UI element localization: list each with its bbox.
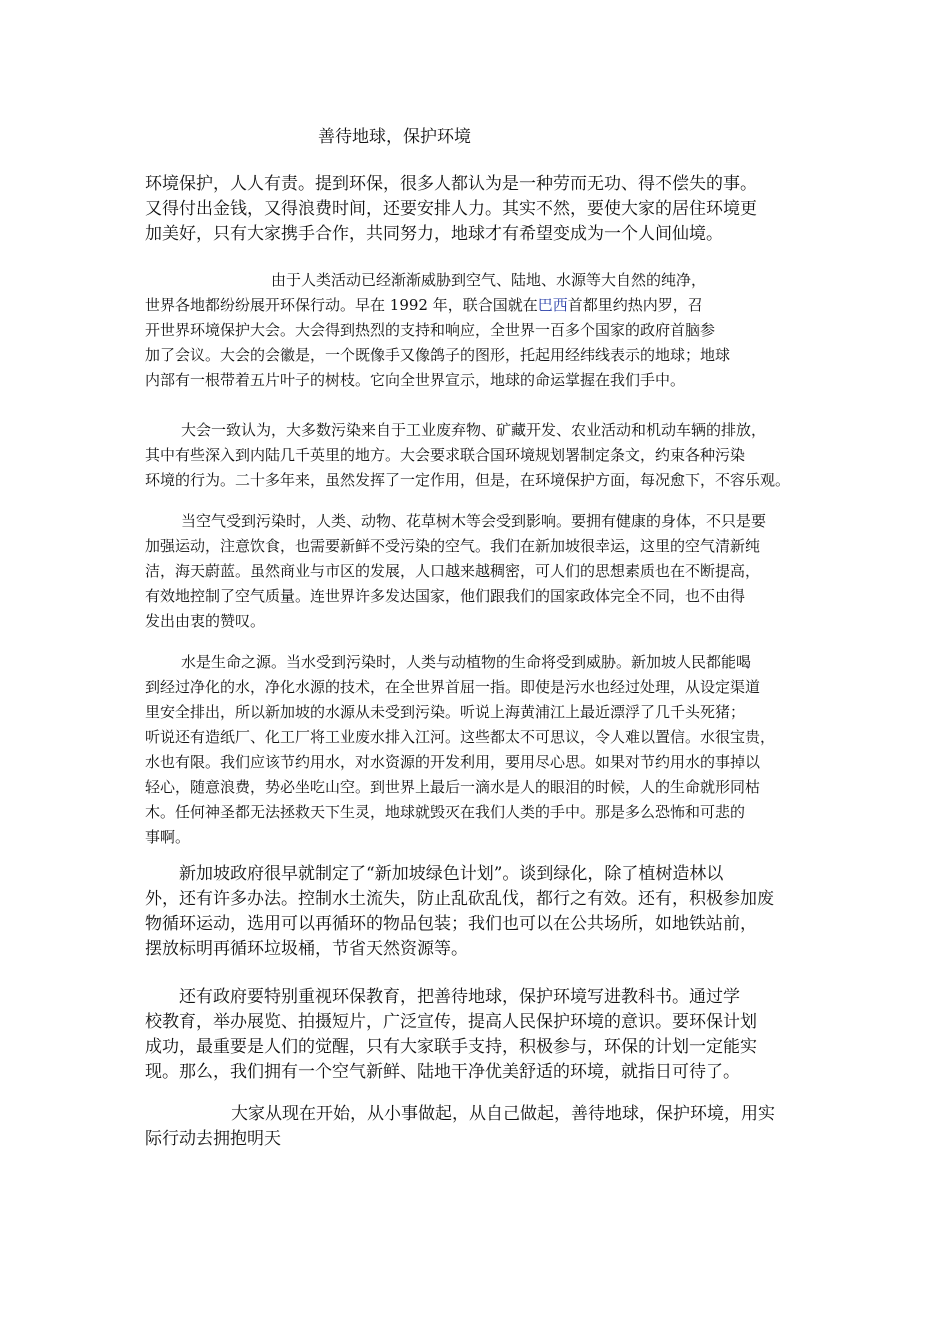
text-line [145, 293, 813, 318]
paragraph-pollution-sources [145, 418, 813, 493]
paragraph-water [145, 650, 813, 850]
paragraph-earth-summit [145, 268, 813, 393]
text-line: 听说还有造纸厂、化工厂将工业废水排入江河。这些都太不可思议，令人难以置信。水很宝贵， [145, 728, 776, 746]
text-line: 开世界环境保护大会。大会得到热烈的支持和响应，全世界一百多个国家的政府首脑参 [145, 321, 716, 339]
text-line: 摆放标明再循环垃圾桶，节省天然资源等。 [145, 939, 468, 959]
text-line: 其中有些深入到内陆几千英里的地方。大会要求联合国环境规划署制定条文，约束各种污染 [145, 446, 746, 464]
text-line: 物循环运动，选用可以再循环的物品包装；我们也可以在公共场所，如地铁站前， [145, 914, 757, 934]
text-line: 木。任何神圣都无法拯救天下生灵，地球就毁灭在我们人类的手中。那是多么恐怖和可悲的 [145, 803, 746, 821]
text-line: 到经过净化的水，净化水源的技术，在全世界首屈一指。即使是污水也经过处理，从设定渠道 [145, 678, 761, 696]
text-line: 还有政府要特别重视环保教育，把善待地球，保护环境写进教科书。通过学 [179, 987, 740, 1007]
paragraph-education [145, 985, 813, 1085]
paragraph-conclusion [145, 1102, 813, 1152]
text-line: 水是生命之源。当水受到污染时，人类与动植物的生命将受到威胁。新加坡人民都能喝 [181, 653, 752, 671]
text-line: 新加坡政府很早就制定了“新加坡绿色计划”。谈到绿化，除了植树造林以 [179, 864, 724, 884]
text-line: 当空气受到污染时，人类、动物、花草树木等会受到影响。要拥有健康的身体，不只是要 [181, 512, 767, 530]
text-line: 成功，最重要是人们的觉醒，只有大家联手支持，积极参与，环保的计划一定能实 [145, 1037, 757, 1057]
text-line: 事啊。 [145, 828, 191, 846]
text-line: 发出由衷的赞叹。 [145, 612, 266, 630]
text-line: 里安全排出，所以新加坡的水源从未受到污染。听说上海黄浦江上最近漂浮了几千头死猪； [145, 703, 746, 721]
text-line: 水也有限。我们应该节约用水，对水资源的开发利用，要用尽心思。如果对节约用水的事掉以 [145, 753, 761, 771]
text-line: 加美好，只有大家携手合作，共同努力，地球才有希望变成为一个人间仙境。 [145, 224, 723, 244]
text-line: 大会一致认为，大多数污染来自于工业废弃物、矿藏开发、农业活动和机动车辆的排放， [181, 421, 767, 439]
text-line: 又得付出金钱，又得浪费时间，还要安排人力。其实不然，要使大家的居住环境更 [145, 199, 757, 219]
paragraph-air [145, 509, 813, 634]
text-line: 环境保护，人人有责。提到环保，很多人都认为是一种劳而无功、得不偿失的事。 [145, 174, 757, 194]
paragraph-intro [145, 172, 813, 247]
text-line: 环境的行为。二十多年来，虽然发挥了一定作用，但是，在环境保护方面，每况愈下，不容乐观。 [145, 471, 791, 489]
text-line: 内部有一根带着五片叶子的树枝。它向全世界宣示，地球的命运掌握在我们手中。 [145, 371, 686, 389]
text-line: 际行动去拥抱明天 [145, 1129, 281, 1149]
text-line: 加了会议。大会的会徽是，一个既像手又像鸽子的图形，托起用经纬线表示的地球；地球 [145, 346, 731, 364]
text-line: 由于人类活动已经渐渐威胁到空气、陆地、水源等大自然的纯净， [271, 271, 707, 289]
text-line: 洁，海天蔚蓝。虽然商业与市区的发展，人口越来越稠密，可人们的思想素质也在不断提高， [145, 562, 761, 580]
text-line: 校教育，举办展览、拍摄短片，广泛宣传，提高人民保护环境的意识。要环保计划 [145, 1012, 757, 1032]
brazil-link[interactable]: 巴西 [537, 296, 568, 314]
text-line: 外，还有许多办法。控制水土流失，防止乱砍乱伐，都行之有效。还有，积极参加废 [145, 889, 774, 909]
text-line: 现。那么，我们拥有一个空气新鲜、陆地干净优美舒适的环境，就指日可待了。 [145, 1062, 740, 1082]
text-segment: 世界各地都纷纷展开环保行动。早在 1992 年，联合国就在 [145, 296, 538, 314]
text-line: 有效地控制了空气质量。连世界许多发达国家，他们跟我们的国家政体完全不同，也不由得 [145, 587, 746, 605]
paragraph-green-plan [145, 862, 813, 962]
text-segment: 首都里约热内罗，召 [567, 296, 703, 314]
text-line: 加强运动，注意饮食，也需要新鲜不受污染的空气。我们在新加坡很幸运，这里的空气清新纯 [145, 537, 761, 555]
document-title: 善待地球，保护环境 [318, 127, 471, 147]
text-line: 大家从现在开始，从小事做起，从自己做起，善待地球，保护环境，用实 [231, 1104, 775, 1124]
text-line: 轻心，随意浪费，势必坐吃山空。到世界上最后一滴水是人的眼泪的时候，人的生命就形同枯 [145, 778, 761, 796]
